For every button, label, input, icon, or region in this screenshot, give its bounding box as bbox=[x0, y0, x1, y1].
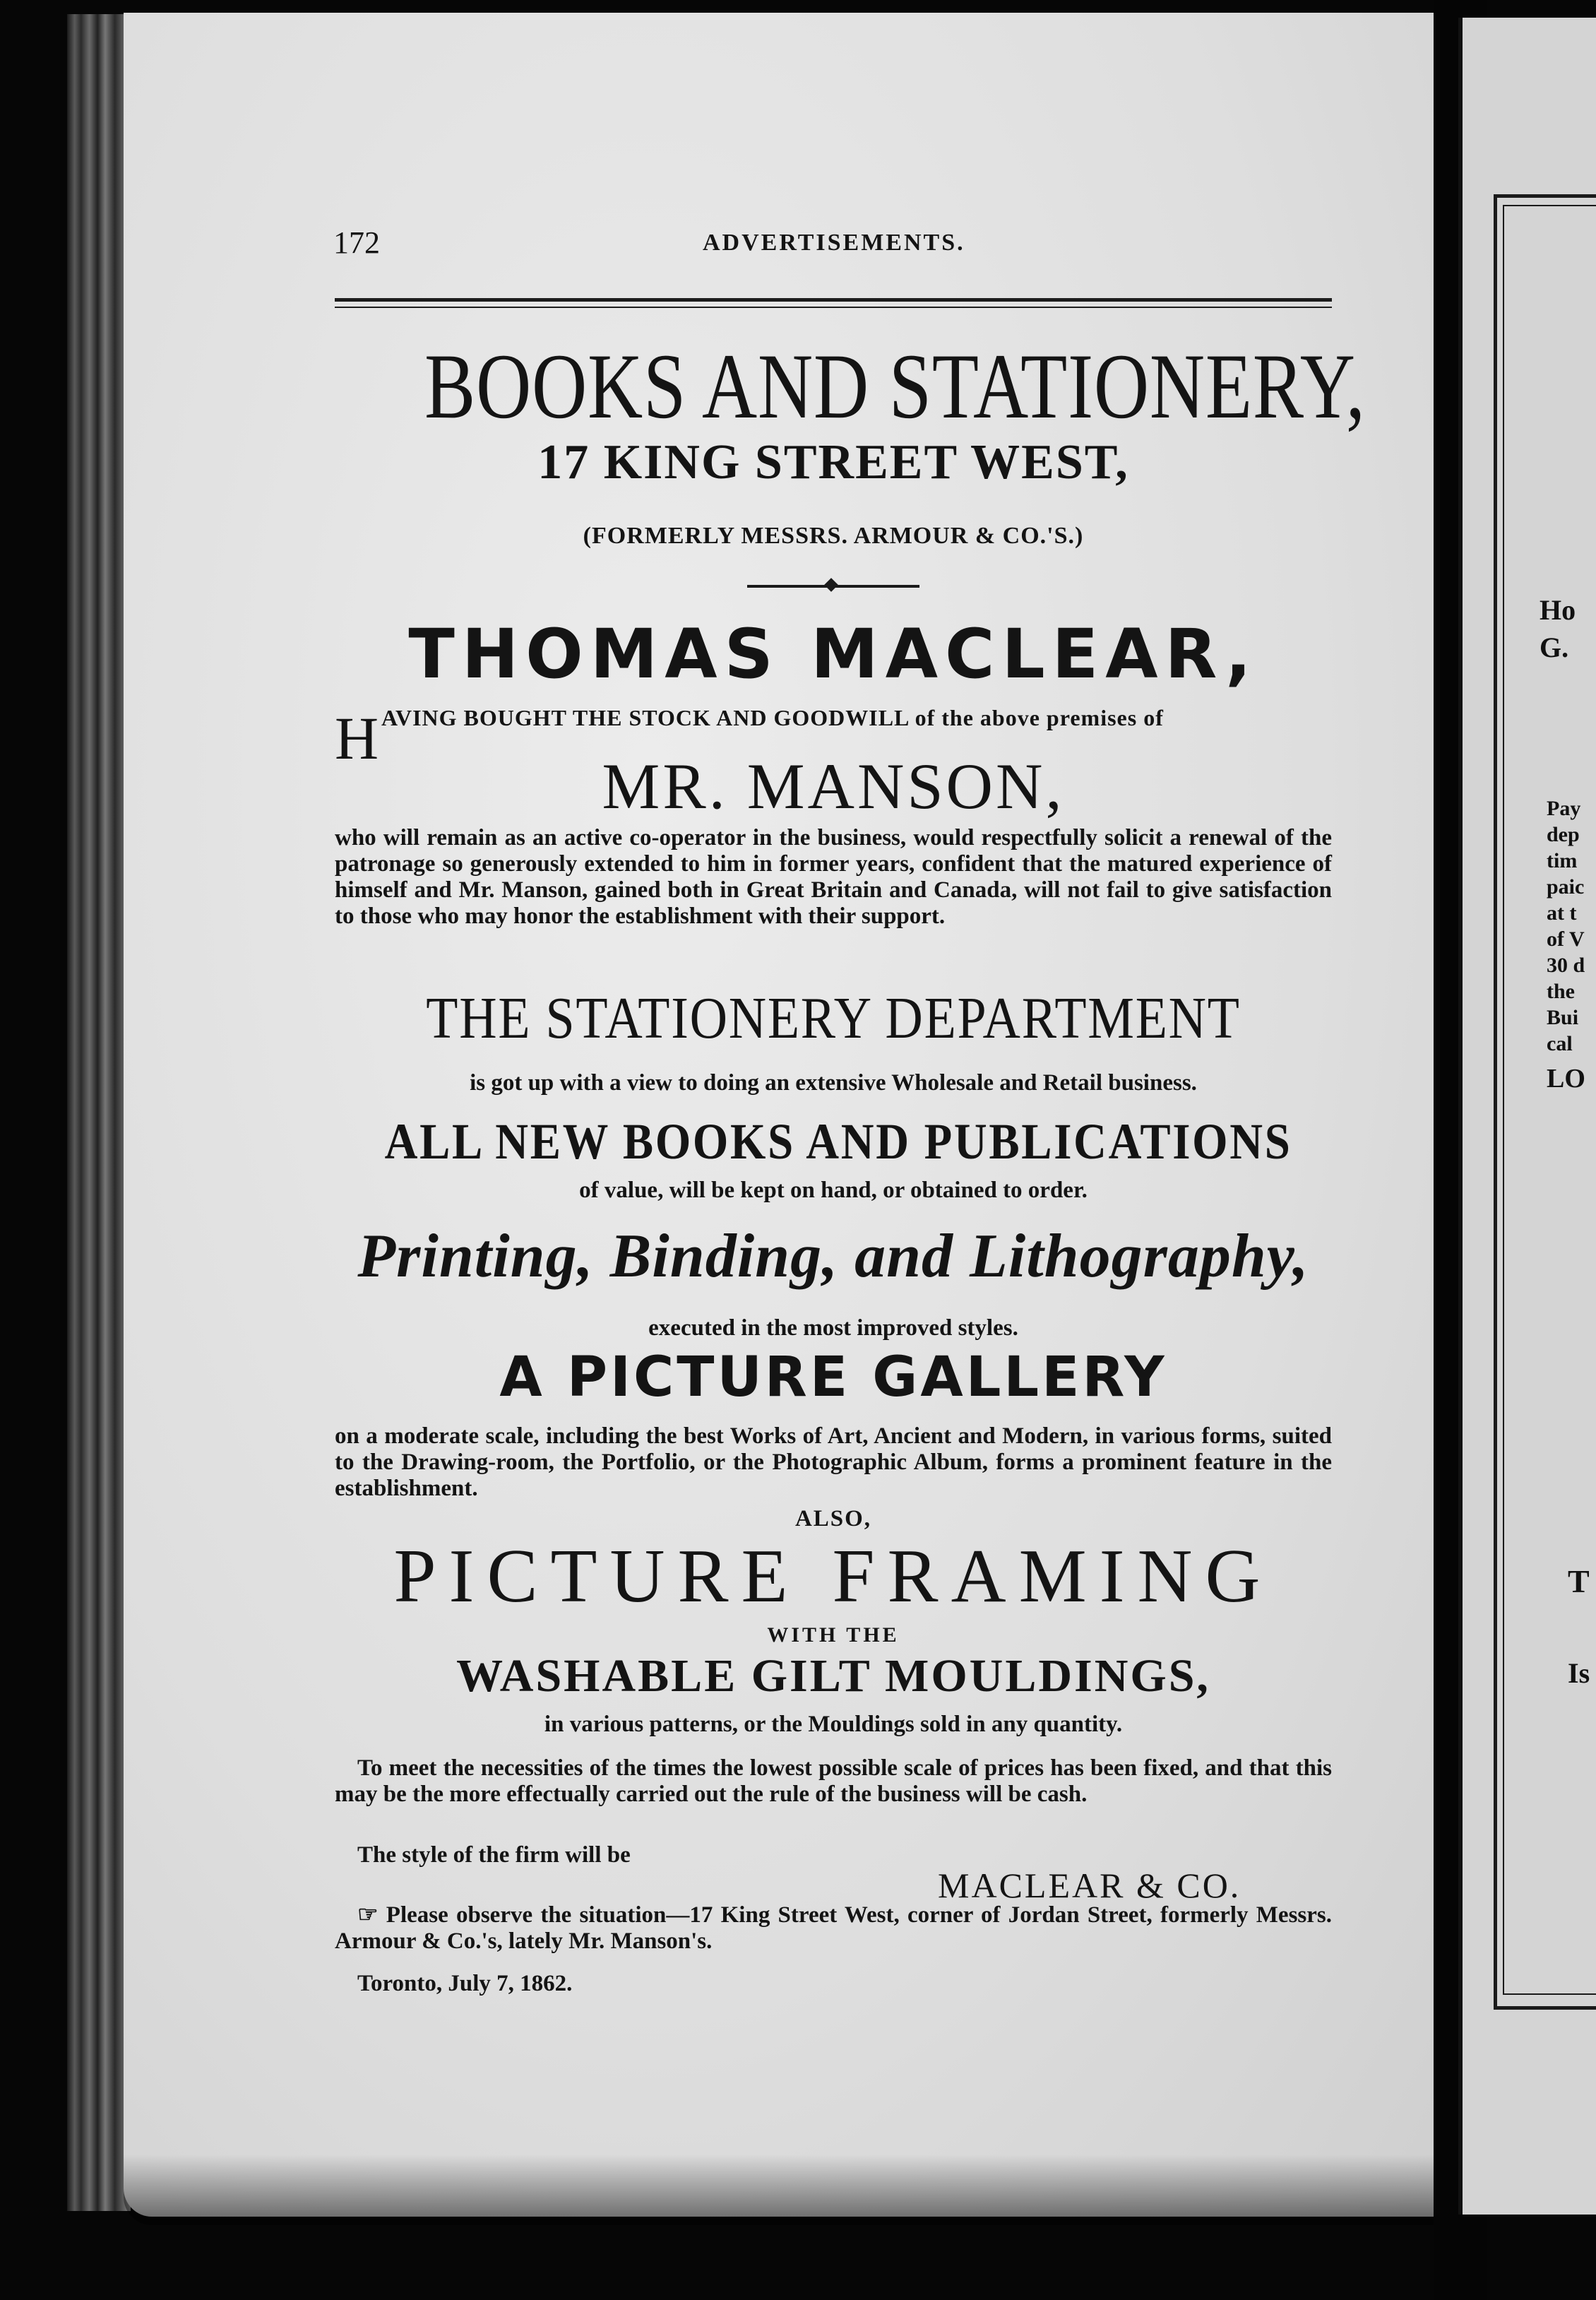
stationery-heading: THE STATIONERY DEPARTMENT bbox=[426, 985, 1241, 1051]
running-title: ADVERTISEMENTS. bbox=[703, 230, 965, 256]
facing-fragment: 30 d bbox=[1547, 954, 1585, 977]
also-label: ALSO, bbox=[794, 1506, 872, 1531]
framing-heading: PICTURE FRAMING bbox=[393, 1534, 1273, 1618]
proprietor-name: THOMAS MACLEAR, bbox=[408, 615, 1258, 694]
style-line: The style of the firm will be bbox=[357, 1842, 631, 1868]
facing-fragment: Pay bbox=[1547, 797, 1581, 820]
facing-fragment: Ho bbox=[1540, 594, 1576, 626]
facing-fragment: tim bbox=[1547, 849, 1578, 872]
header-rule bbox=[335, 298, 1332, 302]
facing-fragment: dep bbox=[1547, 823, 1580, 846]
facing-fragment: LO bbox=[1547, 1064, 1585, 1093]
facing-fragment: Bui bbox=[1547, 1006, 1579, 1029]
facing-fragment: of V bbox=[1547, 927, 1585, 951]
paragraph-prices: To meet the necessities of the times the lowest possible scale of prices has been fixed, and that this may be the more effectually carried out the rule of the business will be cash. bbox=[335, 1755, 1332, 1807]
drop-cap: H bbox=[335, 704, 379, 772]
facing-fragment: Is bbox=[1568, 1657, 1590, 1689]
printing-line: executed in the most improved styles. bbox=[648, 1315, 1018, 1341]
printing-heading: Printing, Binding, and Lithography, bbox=[357, 1222, 1309, 1291]
paragraph-situation: ☞ Please observe the situation—17 King Street West, corner of Jordan Street, formerly Messrs. Armour & Co.'s, lately Mr. Manson's. bbox=[335, 1902, 1332, 1954]
paragraph-gallery: on a moderate scale, including the best Works of Art, Ancient and Modern, in various forms, suited to the Drawing-room, the Portfolio, or the Photographic Album, forms a prominent feature in the establishment. bbox=[335, 1423, 1332, 1501]
facing-fragment: the bbox=[1547, 980, 1575, 1003]
formerly-note: (FORMERLY MESSRS. ARMOUR & CO.'S.) bbox=[583, 523, 1084, 549]
facing-fragment: G. bbox=[1540, 632, 1569, 663]
predecessor-name: MR. MANSON, bbox=[602, 750, 1065, 822]
firm-name: MACLEAR & CO. bbox=[938, 1866, 1241, 1905]
with-the-label: WITH THE bbox=[767, 1623, 900, 1647]
headline: BOOKS AND STATIONERY, bbox=[424, 334, 1366, 438]
header-rule-thin bbox=[335, 307, 1332, 308]
page-number: 172 bbox=[333, 225, 380, 260]
mouldings-line: in various patterns, or the Mouldings sold in any quantity. bbox=[544, 1712, 1123, 1737]
stationery-line: is got up with a view to doing an extensive Wholesale and Retail business. bbox=[470, 1070, 1197, 1096]
intro-line: AVING BOUGHT THE STOCK AND GOODWILL of the above premises of bbox=[381, 705, 1164, 730]
facing-fragment: paic bbox=[1547, 875, 1585, 899]
gallery-heading: A PICTURE GALLERY bbox=[499, 1346, 1167, 1409]
mouldings-heading: WASHABLE GILT MOULDINGS, bbox=[456, 1650, 1210, 1702]
facing-fragment: cal bbox=[1547, 1032, 1573, 1055]
books-heading: ALL NEW BOOKS AND PUBLICATIONS bbox=[384, 1113, 1292, 1170]
dateline: Toronto, July 7, 1862. bbox=[357, 1971, 573, 1996]
books-line: of value, will be kept on hand, or obtained to order. bbox=[579, 1178, 1088, 1203]
address: 17 KING STREET WEST, bbox=[537, 435, 1129, 490]
facing-fragment: T bbox=[1568, 1563, 1590, 1599]
ornament-diamond bbox=[824, 578, 838, 592]
facing-fragment: at t bbox=[1547, 901, 1577, 925]
paragraph-intro: who will remain as an active co-operator in the business, would respectfully solicit a renewal of the patronage so generously extended to him in former years, confident that the matured experience of himself and Mr. Manson, gained both in Great Britain and Canada, will not fail to give satisfaction to those who may honor the establishment with their support. bbox=[335, 825, 1332, 929]
